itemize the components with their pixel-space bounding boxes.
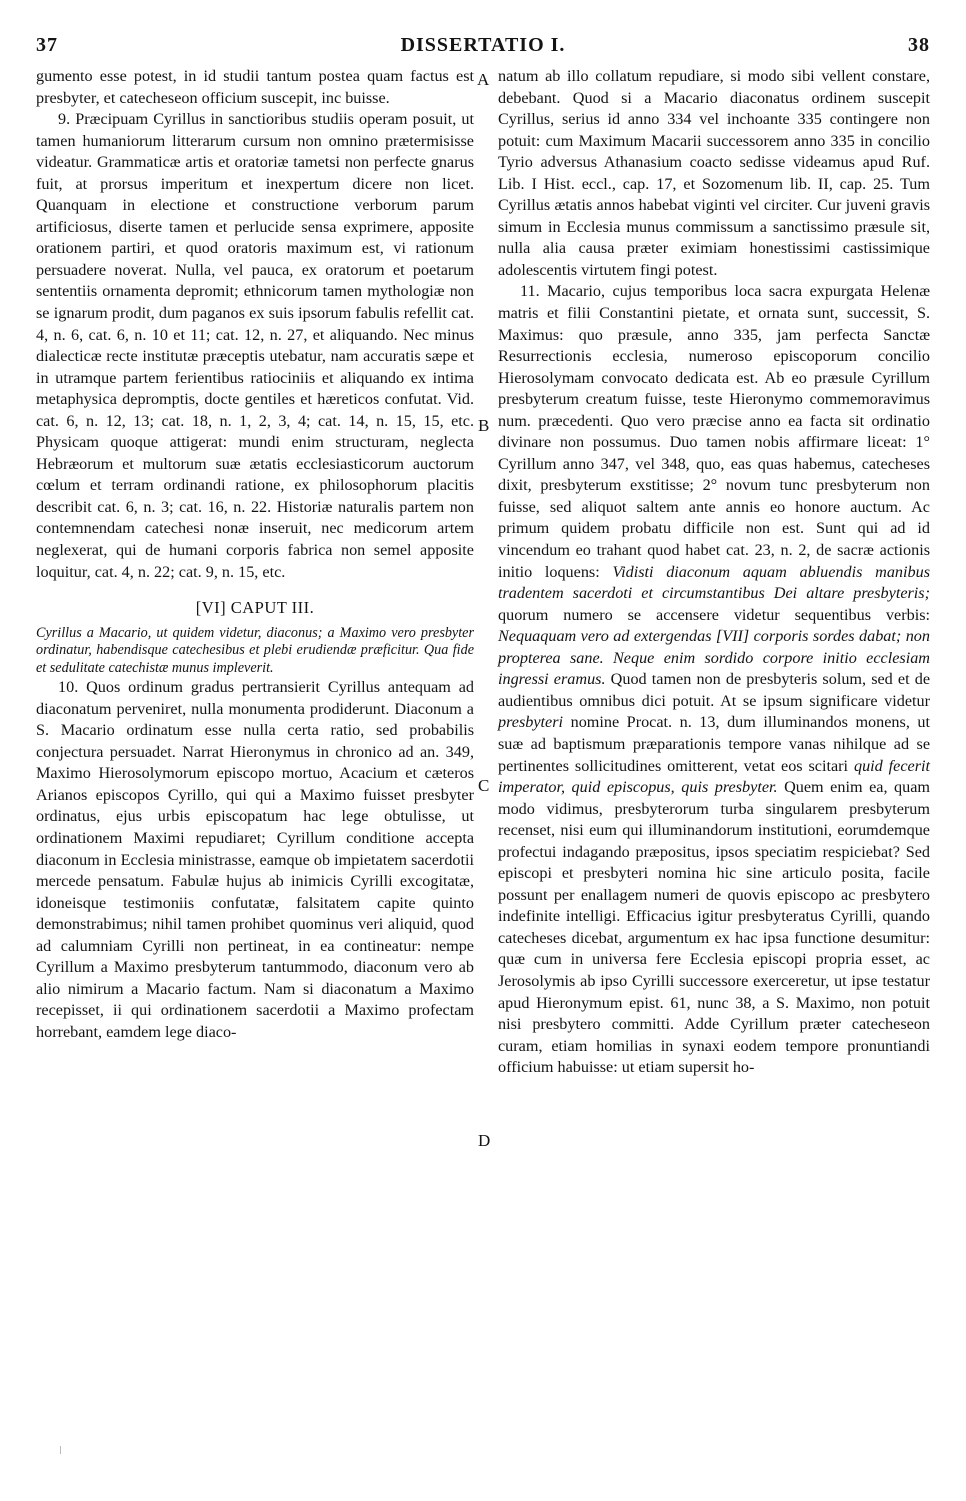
page-header xyxy=(36,34,930,60)
margin-marker-b: B xyxy=(478,416,490,435)
page-number-right: 38 xyxy=(908,34,930,56)
paragraph-11-text-c: Quod tamen non de presbyteris solum, sed et de audientibus omnibus dici potuit. At se ipsum significare videtur xyxy=(498,670,931,710)
right-column xyxy=(498,66,930,1079)
paragraph-11-text-d: nomine Procat. n. 13, dum illuminandos monens, ut suæ ad baptismum præparationis tempore vanas nihilque ad se pertinentes sollicitudines omitterent, vetat eos scitari xyxy=(498,713,931,775)
paragraph-11-text-b: quorum numero se accensere videtur sequentibus verbis: xyxy=(498,605,930,624)
running-title: DISSERTATIO I. xyxy=(400,34,566,56)
quote-imperator: quid fecerit imperator, quid episcopus, quis presbyter. xyxy=(498,756,931,797)
paragraph-11-text-e: Quem enim ea, quam modo vidimus, presbyterorum turba singularem presbyterum recenset, nisi eum qui illuminandorum institutioni, eorumdemque profectui indagando præpositus, ipsos speciatim respiciebat? Sed episcopi et presbyteri nomina hic sine articulo posita, facile possunt per enallagem numeri de quovis episcopo ac presbytero indefinite intelligi. Efficacius igitur presbyteratus Cyrilli, quando catecheses dicebat, argumentum ex hac ipsa functione desumitur: quæ cum in universa fere Ecclesia episcopi propria esset, ac Jerosolymis ab ipso Cyrilli successore exerceretur, ut ipse testatur apud Hieronymum epist. 61, nunc 38, a S. Maximo, non potuit nisi presbytero committi. Adde Cyrillum præter catecheseon curam, etiam homilias in synaxi eodem tempore pronuntiandi officium habuisse: ut etiam supersit ho- xyxy=(498,778,930,1077)
left-column xyxy=(36,66,474,1043)
quote-nequaquam: Nequaquam vero ad extergendas [VII] corporis sordes dabat; non propterea sane. Neque enim sordido corpore initio ecclesiam ingressi eramus. xyxy=(498,627,930,689)
margin-marker-c: C xyxy=(478,776,490,795)
margin-marker-d: D xyxy=(478,1131,491,1150)
quote-presbyteri: presbyteri xyxy=(498,713,564,732)
chapter-summary: Cyrillus a Macario, ut quidem videtur, diaconus; a Maximo vero presbyter ordinatur, habendisque catechesibus et plebi erudiendæ præficitur. Qua fide et sedulitate catechistæ munus impleverit. xyxy=(36,624,474,676)
paragraph-11 xyxy=(498,281,930,1078)
paragraph-10: 10. Quos ordinum gradus pertransierit Cyrillus antequam ad diaconatum perveniret, nulla monumenta prodiderunt. Diaconum a S. Macario ordinatum esse nulla certa ratio, sed probabilis conjectura persuadet. Narrat Hieronymus in chronico ad an. 349, Maximo Hierosolymorum episcopo mortuo, Acacium et cæteros Arianos episcopos Cyrillo, qui qui a Maximo fuisset presbyter ordinatus, ejus urbis episcopatum hac lege obtulisse, ut ordinationem Maximi repudiaret; Cyrillum conditione accepta diaconum in Ecclesia ministrasse, eamque ob impietatem sacerdotii mercede pensatum. Fabulæ hujus ab inimicis Cyrilli excogitatæ, idoneisque testimoniis confutatæ, falsitatem capite quinto demonstrabimus; nihil tamen prohibet quominus veri aliquid, quod ad calumniam Cyrilli non pertineat, in ea contineatur: nempe Cyrillum a Maximo presbyterum tantummodo, diaconum vero ab alio nimirum a Macario factum. Nam si diaconatum a Maximo recepisset, ii qui ordinationem sacerdotii a Maximo profectam horrebant, eamdem lege diaco- xyxy=(36,678,474,1041)
paragraph-continuation-right: natum ab illo collatum repudiare, si modo sibi vellent constare, debebant. Quod si a Macario diaconatus ordinem suscepit Cyrillus, serius id anno 334 vel inchoante 335 contingere non potuit: cum Maximum Macarii successorem anno 335 in concilio Tyrio adversus Athanasium coacto sedisse videamus apud Ruf. Lib. I Hist. eccl., cap. 17, et Sozomenum lib. II, cap. 25. Tum Cyrillus ætatis annos habebat viginti vel circiter. Cur juveni gravis simum in Ecclesia munus commissum a sanctissimo præsule sit, nulla alia causa præter eximiam honestissimi castissimique adolescentis virtutem fingi potest. xyxy=(498,67,930,279)
chapter-heading: [VI] CAPUT III. xyxy=(195,598,315,618)
margin-marker-a: A xyxy=(477,70,490,89)
quote-diaconum: Vidisti diaconum aquam abluendis manibus tradentem sacerdoti et circumstantibus Dei altare presbyteris; xyxy=(498,562,931,603)
page-mark xyxy=(60,1446,61,1454)
page-number-left: 37 xyxy=(36,34,58,56)
paragraph-continuation: gumento esse potest, in id studii tantum postea quam factus est presbyter, et catecheseon officium suscepit, inc buisse. xyxy=(36,67,474,107)
paragraph-11-text: 11. Macario, cujus temporibus loca sacra expurgata Helenæ matris et filii Constantini pietate, et ornata sunt, successit, S. Maximus: quo præsule, anno 335, jam perfecta Sanctæ Resurrectionis ecclesia, numeroso episcoporum concilio Hierosolymam convocato dedicata est. Ab eo præsule Cyrillum presbyterum creatum fuisse, teste Hieronymo commemoravimus num. præcedenti. Quo vero præcise anno ea facta sit ordinatio divinare non possumus. Duo tamen nobis affirmare liceat: 1° Cyrillum anno 347, vel 348, quo, eas quas habemus, catecheses dixit, presbyterum exstitisse; 2° novum tunc presbyterum non fuisse, sed aliquot saltem ante annis eo honore auctum. Ac primum quidem probatu difficile non est. Sunt qui ad id vincendum eo trahant quod habet cat. 23, n. 2, de sacræ actionis initio loquens: xyxy=(498,282,930,581)
paragraph-9: 9. Præcipuam Cyrillus in sanctioribus studiis operam posuit, ut tamen humaniorum litterarum cursum non omnino prætermisisse videatur. Grammaticæ artis et oratoriæ tametsi non perfecte gnarus fuit, at prorsus imperitum et inexpertum dicere non licet. Quanquam in electione et constructione verborum parum artificiosus, diserte tamen et perlucide sensa exprimere, apposite orationem partiri, et quod oratoris maximum est, vi rationum persuadere noverat. Nulla, vel pauca, ex oratorum et poetarum sententiis ornamenta depromit; ethnicorum tamen mythologiæ non se ignarum prodit, dum paganos ex suis ipsorum fabulis refellit cat. 4, n. 6, cat. 6, n. 10 et 11; cat. 12, n. 27, et aliquando. Nec minus dialecticæ recte institutæ præceptis utebatur, nam accuratis sæpe et in utramque partem ferientibus ratiociniis et aliquando ex intima metaphysica depromptis, docte gentiles et hæreticos confutat. Vid. cat. 6, n. 12, 13; cat. 18, n. 1, 2, 3, 4; cat. 14, n. 15, 15, etc. Physicam quoque attigerat: mundi enim structuram, neglecta Hebræorum et multorum suæ ætatis ecclesiasticorum auctorum cœlum et terram ordinandi ratione, ex philosophorum placitis describit cat. 6, n. 3; cat. 16, n. 22. Historiæ naturalis partem non contemnendam catechesi nonæ inseruit, nec medicorum artem neglexerat, qui de humani corporis fabrica non semel apposite loquitur, cat. 4, n. 22; cat. 9, n. 15, etc. xyxy=(36,110,474,581)
